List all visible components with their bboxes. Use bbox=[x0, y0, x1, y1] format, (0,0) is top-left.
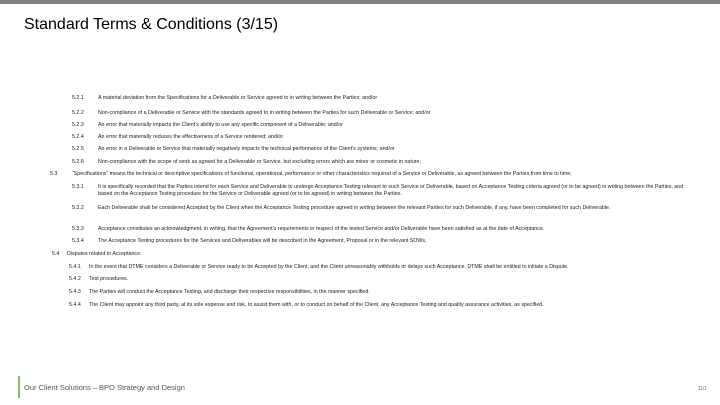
footer-accent-bar bbox=[18, 376, 20, 398]
clause-number: 5.3.1 bbox=[72, 184, 84, 190]
clause-text: Non-compliance with the scope of work as agreed for a Deliverable or Service, but excluding errors which are minor or cosmetic in nature; bbox=[98, 159, 421, 165]
clause-number: 5.4.3 bbox=[69, 289, 81, 295]
clause-text: It is specifically recorded that the Parties intend for each Service and Deliverable to undergo Acceptance Testing relevant to such Service or Deliverable, based on Acceptance Testing criteria agreed (or to be agreed) in writing between the Parties, and based on the Acceptance Testing procedure for the Service or Deliverable agreed (or to be agreed) in writing between the Parties. bbox=[98, 184, 684, 198]
clause-number: 5.2.6 bbox=[72, 159, 84, 165]
clause-number: 5.3.2 bbox=[72, 205, 84, 211]
clause-text: An error that materially impacts the Client’s ability to use any specific component of a Deliverable; and/or bbox=[98, 122, 343, 128]
clause-number: 5.3.3 bbox=[72, 226, 84, 232]
clause-text: Acceptance constitutes an acknowledgment, in writing, that the Agreement’s requirements in respect of the tested Service and/or Deliverable have been satisfied as at the date of Acceptance. bbox=[98, 226, 545, 232]
clause-text: An error in a Deliverable or Service that materially negatively impacts the technical performance of the Client’s systems; and/or bbox=[98, 146, 395, 152]
clause-text: Each Deliverable shall be considered Accepted by the Client when the Acceptance Testing procedure agreed in writing between the relevant Parties for such Deliverable, if any, have been completed for such Deliverable. bbox=[98, 205, 611, 211]
clause-text: An error that materially reduces the effectiveness of a Service rendered; and/or bbox=[98, 134, 284, 140]
clause-text: Disputes related to Acceptance. bbox=[67, 251, 142, 257]
clause-number: 5.2.5 bbox=[72, 146, 84, 152]
clause-number: 5.3.4 bbox=[72, 238, 84, 244]
footer-text: Our Client Solutions – BPO Strategy and Design bbox=[24, 383, 185, 392]
clause-number: 5.2.3 bbox=[72, 122, 84, 128]
page-number: 110 bbox=[698, 386, 706, 392]
clause-text: Test procedures. bbox=[89, 276, 129, 282]
clause-number: 5.4.1 bbox=[69, 264, 81, 270]
clause-text: The Client may appoint any third party, at its sole expense and risk, to assist them with, or to conduct on behalf of the Client, any Acceptance Testing and quality assurance activities, as specified. bbox=[89, 302, 544, 308]
clause-text: Non-compliance of a Deliverable or Service with the standards agreed to in writing between the Parties for such Deliverable or Service; and/or bbox=[98, 110, 431, 116]
clause-text: In the event that DTME considers a Deliverable or Service ready to be Accepted by the Client, and the Client unreasonably withholds or delays such Acceptance, DTME shall be entitled to initiate a Dispute. bbox=[89, 264, 569, 270]
clause-number: 5.4 bbox=[52, 251, 60, 257]
clause-number: 5.2.1 bbox=[72, 95, 84, 101]
clause-text: The Acceptance Testing procedures for the Services and Deliverables will be described in the Agreement, Proposal or in the relevant SOWs. bbox=[98, 238, 427, 244]
clause-text: The Parties will conduct the Acceptance Testing, and discharge their respective responsibilities, in the manner specified. bbox=[89, 289, 370, 295]
clause-number: 5.2.2 bbox=[72, 110, 84, 116]
clause-number: 5.4.4 bbox=[69, 302, 81, 308]
clause-number: 5.4.2 bbox=[69, 276, 81, 282]
clause-number: 5.3 bbox=[50, 171, 58, 177]
clause-number: 5.2.4 bbox=[72, 134, 84, 140]
clause-text: A material deviation from the Specifications for a Deliverable or Service agreed to in writing between the Parties; and/or bbox=[98, 95, 378, 101]
clause-text: “Specifications” means the technical or descriptive specifications of functional, operational, performance or other characteristics required of a Service or Deliverable, as agreed between the Parties from time to time; bbox=[72, 171, 572, 177]
slide-title: Standard Terms & Conditions (3/15) bbox=[24, 16, 279, 33]
